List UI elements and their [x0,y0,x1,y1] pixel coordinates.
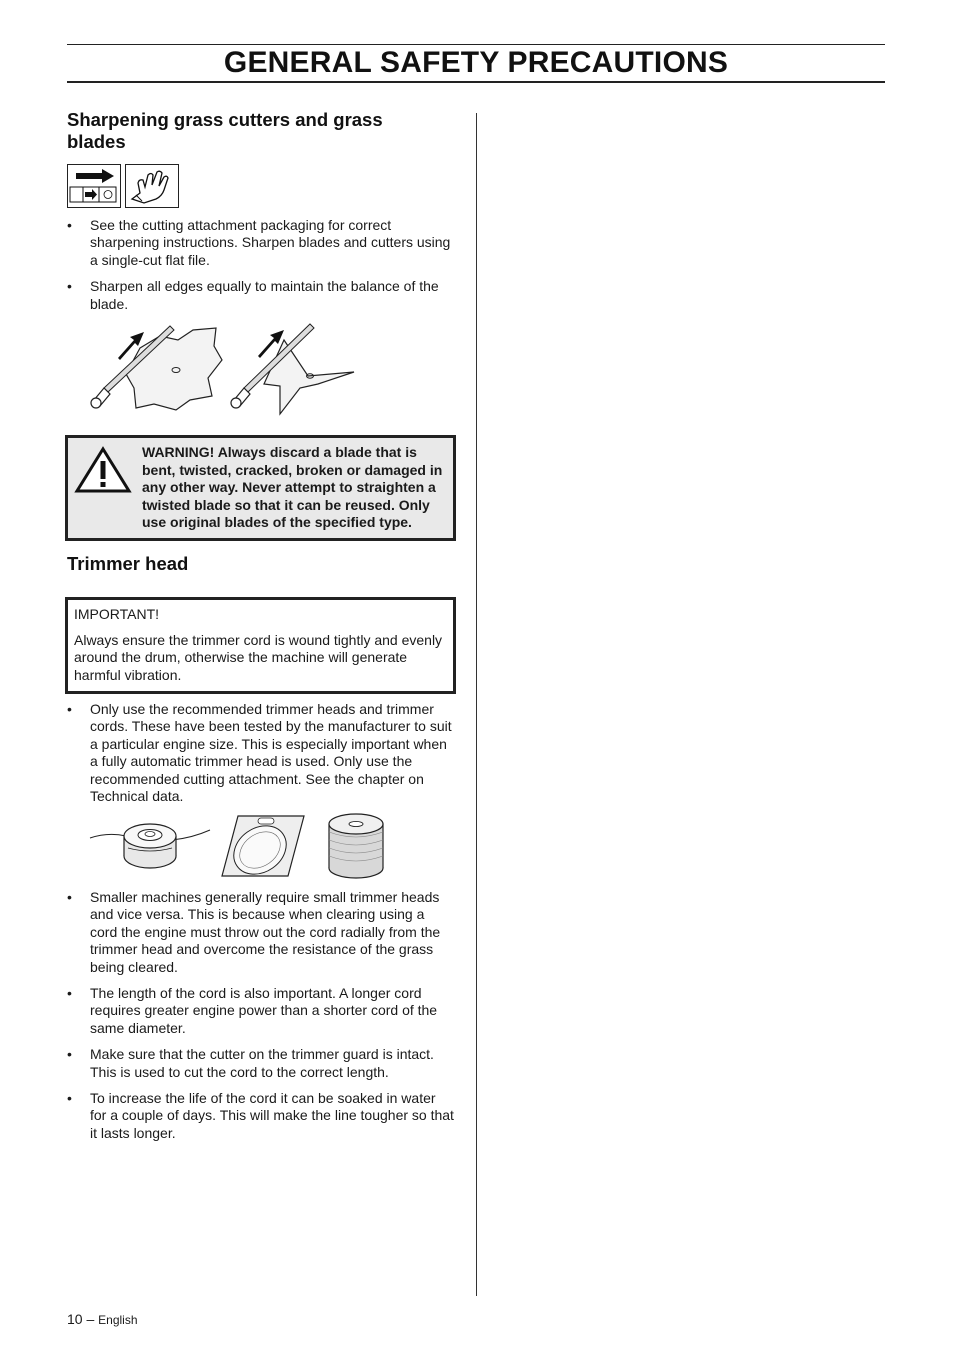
page-title: GENERAL SAFETY PRECAUTIONS [223,46,729,79]
trimmer-bullet-list-a [67,701,455,814]
trimmer-heading: Trimmer head [67,553,189,574]
glove-icon [125,164,179,208]
sharpening-bullet-list [67,217,455,322]
file-direction-icon [67,164,121,208]
sharpening-heading-line1: Sharpening grass cutters and grass [67,109,383,130]
warning-text: WARNING! Always discard a blade that is bent, twisted, cracked, broken or damaged in any other way. Never attempt to straighten a twisted blade so that it can be reused. Only use original blades of the specified type. [142,444,443,531]
page-number: 10 – [67,1311,95,1327]
warning-box [65,435,456,541]
list-item: • Sharpen all edges equally to maintain the balance of the blade. [67,278,439,312]
title-bottom-rule [67,81,885,83]
list-item: • Smaller machines generally require small trimmer heads and vice versa. This is because when clearing using a cord the engine must throw out the cord radially from the trimmer head and overcome the resistance of the grass being cleared. [67,889,441,975]
important-box [65,597,456,694]
column-divider [476,113,477,1296]
blade-sharpening-illustration [88,318,360,418]
trimmer-head-and-cord-illustration [88,810,388,882]
important-title: IMPORTANT! [74,606,160,622]
warning-triangle-icon [74,446,132,494]
trimmer-bullet-list-b [67,889,455,1151]
pictogram-group [67,164,183,210]
important-text: Always ensure the trimmer cord is wound tightly and evenly around the drum, otherwise the machine will generate harmful vibration. [74,632,443,683]
list-item: • See the cutting attachment packaging for correct sharpening instructions. Sharpen blades and cutters using a single-cut flat file. [67,217,451,268]
sharpening-heading [67,109,383,153]
sharpening-heading-line2: blades [67,131,126,152]
list-item: • To increase the life of the cord it can be soaked in water for a couple of days. This will make the line tougher so that it lasts longer. [67,1090,454,1141]
list-item: • Make sure that the cutter on the trimmer guard is intact. This is used to cut the cord to the correct length. [67,1046,434,1080]
list-item: • The length of the cord is also important. A longer cord requires greater engine power than a shorter cord of the same diameter. [67,985,438,1036]
list-item: • Only use the recommended trimmer heads and trimmer cords. These have been tested by the manufacturer to suit a particular engine size. This is especially important when a fully automatic trimmer head is used. Only use the recommended cutting attachment. See the chapter on Technical data. [67,701,452,805]
page-footer [67,1311,138,1327]
footer-language: English [98,1313,138,1327]
